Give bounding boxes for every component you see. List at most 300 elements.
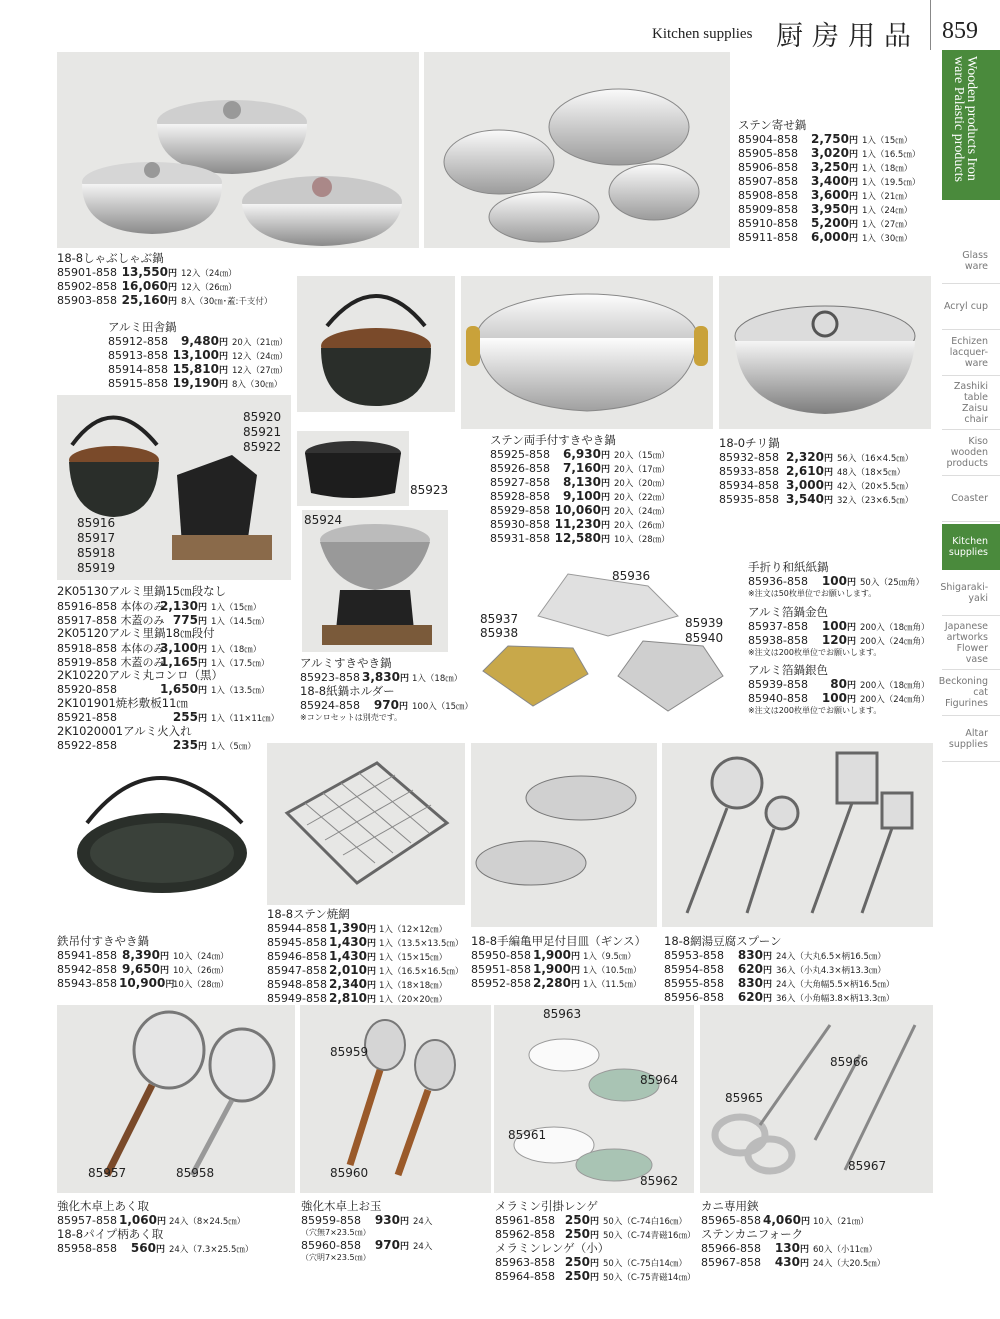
product-row xyxy=(748,574,930,588)
product-title: 18-8ステン焼網 xyxy=(267,907,350,921)
product-row xyxy=(738,216,920,230)
product-note: ※注文は50枚単位でお願いします。 xyxy=(748,589,877,598)
product-code: 85938-858 xyxy=(748,634,808,647)
product-note: ※コンロセットは別売です。 xyxy=(300,713,403,722)
product-desc: 24入（大20.5㎝） xyxy=(813,1259,886,1269)
product-price: 100 円 xyxy=(810,574,856,588)
product-desc: 1入（12×12㎝） xyxy=(379,925,448,935)
product-code: 85950-858 xyxy=(471,949,531,962)
product-desc: 50入（C-74白16㎝） xyxy=(603,1217,687,1227)
photo-tetsu-sukiyaki xyxy=(57,743,260,927)
product-price: 2,320 円 xyxy=(781,450,833,464)
product-title: ステン寄せ鍋 xyxy=(738,118,807,132)
product-title: 鉄吊付すきやき鍋 xyxy=(57,934,149,948)
product-row xyxy=(471,976,646,990)
product-code: 85954-858 xyxy=(664,963,724,976)
photo-label: 85916 xyxy=(77,516,116,530)
product-row xyxy=(57,1213,253,1227)
product-desc: 1入（16.5×16.5㎝） xyxy=(379,967,464,977)
product-price: 10,900 円 xyxy=(119,976,169,990)
product-price: 3,600 円 xyxy=(800,188,858,202)
product-code: 85965-858 xyxy=(701,1214,761,1227)
product-code: 85951-858 xyxy=(471,963,531,976)
product-code: 85904-858 xyxy=(738,133,798,146)
product-row xyxy=(738,160,920,174)
page-number: 859 xyxy=(942,18,978,44)
product-row xyxy=(490,531,670,545)
product-title: アルミすきやき鍋 xyxy=(300,656,392,670)
product-block-akutori xyxy=(57,1199,253,1255)
product-desc: 1入（19.5㎝） xyxy=(862,178,921,188)
product-desc: 1入（13.5×13.5㎝） xyxy=(379,939,464,949)
product-title: 2K101901焼杉敷板11㎝ xyxy=(57,696,188,710)
product-row xyxy=(57,598,279,612)
product-row xyxy=(495,1213,695,1227)
product-desc: 200入（24㎝角） xyxy=(860,637,930,647)
product-row xyxy=(267,977,463,991)
product-price: 930 円 xyxy=(363,1213,409,1227)
product-price: 1,430 円 xyxy=(329,949,375,963)
product-code: 85953-858 xyxy=(664,949,724,962)
product-title: 2K1020001アルミ火入れ xyxy=(57,724,192,738)
photo-label: 85917 xyxy=(77,531,116,545)
product-note: （穴明7×23.5㎝） xyxy=(301,1253,371,1262)
product-row xyxy=(57,710,279,724)
product-desc: 1入（18㎝） xyxy=(862,164,913,174)
product-code: 85935-858 xyxy=(719,493,779,506)
product-code: 85957-858 xyxy=(57,1214,117,1227)
product-row xyxy=(57,962,229,976)
product-price: 8,130 円 xyxy=(552,475,610,489)
product-code: 85929-858 xyxy=(490,504,550,517)
product-desc: 1入（15㎝） xyxy=(211,603,262,613)
product-price: 1,650 円 xyxy=(157,682,207,696)
product-desc: 36入（小丸4.3×柄13.3㎝） xyxy=(776,966,886,976)
product-desc: 32入（23×6.5㎝） xyxy=(837,496,914,506)
photo-al-sukiyaki xyxy=(297,431,409,506)
product-title: アルミ箔鍋金色 xyxy=(748,605,829,619)
product-code: 85958-858 xyxy=(57,1242,117,1255)
product-row xyxy=(738,146,920,160)
product-code: 85962-858 xyxy=(495,1228,555,1241)
product-price: 250 円 xyxy=(557,1227,599,1241)
product-code: 85918-858 本体のみ xyxy=(57,642,165,655)
photo-label: 85960 xyxy=(330,1166,369,1180)
product-desc: 60入（小11㎝） xyxy=(813,1245,878,1255)
product-code: 85939-858 xyxy=(748,678,808,691)
sidebar-item-kitchen[interactable] xyxy=(942,524,1000,570)
sidebar-item-japanese-artworks[interactable] xyxy=(942,616,1000,670)
product-code: 85909-858 xyxy=(738,203,798,216)
product-row xyxy=(57,1241,253,1255)
product-desc: 1入（15㎝） xyxy=(862,136,913,146)
product-code: 85949-858 xyxy=(267,992,327,1005)
sidebar-item-acryl[interactable] xyxy=(942,284,1000,330)
product-desc: 20入（15㎝） xyxy=(614,451,670,461)
sidebar-category-label: Wooden products Iron ware Palastic products xyxy=(951,56,979,182)
product-price: 1,165 円 xyxy=(157,655,207,669)
photo-label: 85961 xyxy=(508,1128,547,1142)
product-row xyxy=(719,492,913,506)
photo-akutori xyxy=(57,1005,295,1193)
product-price: 830 円 xyxy=(726,976,772,990)
product-desc: 36入（小角幅3.8×柄13.3㎝） xyxy=(776,994,895,1004)
product-title: メラミンレンゲ（小） xyxy=(495,1241,610,1255)
photo-label: 85959 xyxy=(330,1045,369,1059)
product-desc: 48入（18×5㎝） xyxy=(837,468,906,478)
product-code: 85936-858 xyxy=(748,575,808,588)
product-code: 85913-858 xyxy=(108,349,168,362)
sidebar-item-shigaraki[interactable] xyxy=(942,570,1000,616)
photo-label: 85922 xyxy=(243,440,282,454)
product-desc: 10入（26㎝） xyxy=(173,966,229,976)
product-row xyxy=(748,677,930,691)
product-code: 85933-858 xyxy=(719,465,779,478)
photo-chiri-pot xyxy=(719,276,931,429)
product-price: 2,010 円 xyxy=(329,963,375,977)
photo-shabu-pots xyxy=(57,52,419,248)
sidebar-item-label: Kitchen supplies xyxy=(948,536,988,558)
product-block-yose xyxy=(738,118,920,244)
product-code: 85915-858 xyxy=(108,377,168,390)
photo-label: 85921 xyxy=(243,425,282,439)
product-row xyxy=(748,691,930,705)
product-desc: 200入（24㎝角） xyxy=(860,695,930,705)
product-price: 10,060 円 xyxy=(552,503,610,517)
product-code: 85966-858 xyxy=(701,1242,761,1255)
sidebar-item-label: Japanese artworks Flower vase xyxy=(944,620,988,665)
sidebar-item-label: Kiso wooden products xyxy=(946,436,988,469)
product-code: 85931-858 xyxy=(490,532,550,545)
sidebar-item-label: Shigaraki-yaki xyxy=(940,581,989,604)
product-row xyxy=(490,517,670,531)
product-price: 7,160 円 xyxy=(552,461,610,475)
product-price: 9,100 円 xyxy=(552,489,610,503)
product-note: ※注文は200枚単位でお願いします。 xyxy=(748,706,882,715)
product-row xyxy=(57,640,279,654)
product-desc: 10入（28㎝） xyxy=(173,980,229,990)
product-row xyxy=(267,991,463,1005)
photo-ryote-sukiyaki xyxy=(461,276,713,429)
product-code: 85961-858 xyxy=(495,1214,555,1227)
product-block-ryote-sukiyaki xyxy=(490,433,670,545)
product-block-kikko xyxy=(471,934,646,990)
product-desc: 50入（C-75青磁14㎝） xyxy=(603,1273,696,1283)
product-title: 18-8網湯豆腐スプーン xyxy=(664,934,782,948)
photo-label: 85966 xyxy=(830,1055,869,1069)
photo-label: 85963 xyxy=(543,1007,582,1021)
product-price: 250 円 xyxy=(557,1213,599,1227)
product-title: 2K05120アルミ里鍋18㎝段付 xyxy=(57,626,215,640)
product-row xyxy=(748,633,930,647)
product-title: 2K05130アルミ里鍋15㎝段なし xyxy=(57,584,227,598)
product-block-al-sukiyaki xyxy=(300,656,473,723)
product-row xyxy=(301,1213,432,1227)
product-price: 560 円 xyxy=(119,1241,165,1255)
product-code: 85946-858 xyxy=(267,950,327,963)
product-title: 強化木卓上あく取 xyxy=(57,1199,149,1213)
product-code: 85963-858 xyxy=(495,1256,555,1269)
product-block-renge xyxy=(495,1199,695,1283)
product-desc: 50入（C-75白14㎝） xyxy=(603,1259,687,1269)
product-row xyxy=(57,654,279,668)
photo-label: 85962 xyxy=(640,1174,679,1188)
product-price: 1,390 円 xyxy=(329,921,375,935)
product-code: 85922-858 xyxy=(57,739,117,752)
product-desc: 1入（30㎝） xyxy=(862,234,913,244)
product-row xyxy=(490,489,670,503)
product-price: 11,230 円 xyxy=(552,517,610,531)
product-desc: 1入（18×18㎝） xyxy=(379,981,448,991)
photo-kikko-mezara xyxy=(471,743,657,927)
product-desc: 24入（大丸6.5×柄16.5㎝） xyxy=(776,952,886,962)
product-code: 85930-858 xyxy=(490,518,550,531)
product-price: 13,550 円 xyxy=(119,265,177,279)
product-block-yudofu xyxy=(664,934,894,1004)
product-row xyxy=(748,619,930,633)
product-block-inaka xyxy=(108,320,288,390)
product-price: 775 円 xyxy=(157,613,207,627)
product-desc: 100入（15㎝） xyxy=(412,702,474,712)
product-code: 85905-858 xyxy=(738,147,798,160)
product-price: 1,060 円 xyxy=(119,1213,165,1227)
product-code: 85908-858 xyxy=(738,189,798,202)
product-block-paper-foil xyxy=(748,560,930,716)
product-row xyxy=(57,265,272,279)
product-price: 9,480 円 xyxy=(170,334,228,348)
product-row xyxy=(57,279,272,293)
product-desc: 12入（27㎝） xyxy=(232,366,288,376)
product-code: 85910-858 xyxy=(738,217,798,230)
product-code: 85944-858 xyxy=(267,922,327,935)
product-price: 620 円 xyxy=(726,962,772,976)
product-desc: 20入（20㎝） xyxy=(614,479,670,489)
sidebar-item-beckoning-cat[interactable] xyxy=(938,670,1000,716)
product-row xyxy=(57,293,272,307)
product-desc: 8入（30㎝） xyxy=(232,380,283,390)
product-code: 85945-858 xyxy=(267,936,327,949)
product-title: 18-8紙鍋ホルダー xyxy=(300,684,395,698)
product-price: 250 円 xyxy=(557,1269,599,1283)
product-title: アルミ田舎鍋 xyxy=(108,320,177,334)
product-price: 3,830 円 xyxy=(362,670,408,684)
product-price: 3,100 円 xyxy=(157,641,207,655)
product-desc: 20入（21㎝） xyxy=(232,338,288,348)
sidebar-item-label: Altar supplies xyxy=(948,727,988,750)
product-desc: 1入（11×11㎝） xyxy=(211,714,280,724)
product-code: 85917-858 木蓋のみ xyxy=(57,614,165,627)
product-title: 手折り和紙紙鍋 xyxy=(748,560,829,574)
photo-renge xyxy=(494,1005,694,1193)
product-desc: 10入（28㎝） xyxy=(614,535,670,545)
product-code: 85943-858 xyxy=(57,977,117,990)
product-note: （穴無7×23.5㎝） xyxy=(301,1228,371,1237)
product-title: ステンカニフォーク xyxy=(701,1227,804,1241)
photo-label: 85920 xyxy=(243,410,282,424)
product-price: 3,540 円 xyxy=(781,492,833,506)
product-code: 85952-858 xyxy=(471,977,531,990)
product-desc: 20入（24㎝） xyxy=(614,507,670,517)
product-desc: 1入（18㎝） xyxy=(211,645,262,655)
photo-yudofu-spoons xyxy=(662,743,933,927)
product-code: 85926-858 xyxy=(490,462,550,475)
photo-label: 85958 xyxy=(176,1166,215,1180)
product-desc: 24入（7.3×25.5㎝） xyxy=(169,1245,254,1255)
product-row xyxy=(738,202,920,216)
sidebar-item-altar[interactable] xyxy=(942,716,1000,762)
product-row xyxy=(738,132,920,146)
sidebar-item-kiso[interactable] xyxy=(942,430,1000,476)
product-desc: 1入（17.5㎝） xyxy=(211,659,270,669)
product-desc: 1入（24㎝） xyxy=(862,206,913,216)
product-desc: 20入（26㎝） xyxy=(614,521,670,531)
product-desc: 1入（9.5㎝） xyxy=(583,952,636,962)
product-row xyxy=(267,921,463,935)
product-price: 430 円 xyxy=(763,1255,809,1269)
product-desc: 20入（22㎝） xyxy=(614,493,670,503)
product-code: 85925-858 xyxy=(490,448,550,461)
product-row xyxy=(301,1238,432,1252)
product-code: 85916-858 本体のみ xyxy=(57,600,165,613)
sidebar-item-label: Acryl cup xyxy=(943,301,988,312)
sidebar-item-zashiki[interactable] xyxy=(942,376,1000,430)
product-desc: 200入（18㎝角） xyxy=(860,681,930,691)
product-code: 85932-858 xyxy=(719,451,779,464)
product-row xyxy=(108,348,288,362)
photo-label: 85918 xyxy=(77,546,116,560)
product-code: 85960-858 xyxy=(301,1239,361,1252)
product-title: 18-0チリ鍋 xyxy=(719,436,780,450)
product-desc: 1入（14.5㎝） xyxy=(211,617,270,627)
product-row xyxy=(267,963,463,977)
product-code: 85906-858 xyxy=(738,161,798,174)
product-price: 16,060 円 xyxy=(119,279,177,293)
product-desc: 1入（15×15㎝） xyxy=(379,953,448,963)
photo-label: 85923 xyxy=(410,483,449,497)
product-price: 235 円 xyxy=(157,738,207,752)
product-desc: 50入（C-74青磁16㎝） xyxy=(603,1231,696,1241)
product-price: 255 円 xyxy=(157,710,207,724)
product-code: 85948-858 xyxy=(267,978,327,991)
product-desc: 1入（20×20㎝） xyxy=(379,995,448,1005)
product-desc: 12入（24㎝） xyxy=(232,352,288,362)
product-note: ※注文は200枚単位でお願いします。 xyxy=(748,648,882,657)
product-price: 120 円 xyxy=(810,633,856,647)
product-row xyxy=(495,1255,695,1269)
product-desc: 1入（10.5㎝） xyxy=(583,966,642,976)
product-code: 85919-858 木蓋のみ xyxy=(57,656,165,669)
product-price: 15,810 円 xyxy=(170,362,228,376)
product-price: 3,000 円 xyxy=(781,478,833,492)
product-desc: 1入（13.5㎝） xyxy=(211,686,270,696)
photo-label: 85924 xyxy=(304,513,343,527)
product-desc: 1入（11.5㎝） xyxy=(583,980,642,990)
product-code: 85901-858 xyxy=(57,266,117,279)
product-row xyxy=(664,962,894,976)
product-desc: 200入（18㎝角） xyxy=(860,623,930,633)
product-desc: 24入 xyxy=(413,1217,433,1227)
photo-label: 85939 xyxy=(685,616,724,630)
product-row xyxy=(490,461,670,475)
product-row xyxy=(701,1241,885,1255)
product-code: 85914-858 xyxy=(108,363,168,376)
sidebar-item-label: Glass ware xyxy=(962,249,988,272)
product-price: 970 円 xyxy=(362,698,408,712)
photo-label: 85965 xyxy=(725,1091,764,1105)
product-code: 85959-858 xyxy=(301,1214,361,1227)
sidebar-item-glass[interactable] xyxy=(942,238,1000,284)
photo-label: 85938 xyxy=(480,626,519,640)
product-code: 85937-858 xyxy=(748,620,808,633)
product-price: 8,390 円 xyxy=(119,948,169,962)
product-row xyxy=(57,976,229,990)
product-desc: 20入（17㎝） xyxy=(614,465,670,475)
product-price: 2,810 円 xyxy=(329,991,375,1005)
photo-label: 85919 xyxy=(77,561,116,575)
product-row xyxy=(108,334,288,348)
product-price: 25,160 円 xyxy=(119,293,177,307)
photo-otama xyxy=(300,1005,491,1193)
product-price: 6,000 円 xyxy=(800,230,858,244)
product-row xyxy=(57,738,279,752)
product-code: 85956-858 xyxy=(664,991,724,1004)
product-block-al-satonabe xyxy=(57,584,279,752)
sidebar-item-label: Coaster xyxy=(951,493,988,504)
sidebar-item-echizen[interactable] xyxy=(942,330,1000,376)
product-price: 2,280 円 xyxy=(533,976,579,990)
product-price: 970 円 xyxy=(363,1238,409,1252)
product-code: 85955-858 xyxy=(664,977,724,990)
photo-yose-pots xyxy=(424,52,730,248)
product-price: 9,650 円 xyxy=(119,962,169,976)
product-price: 100 円 xyxy=(810,691,856,705)
product-block-kani xyxy=(701,1199,885,1269)
product-row xyxy=(495,1269,695,1283)
photo-label: 85964 xyxy=(640,1073,679,1087)
product-code: 85920-858 xyxy=(57,683,117,696)
product-price: 3,950 円 xyxy=(800,202,858,216)
photo-label: 85940 xyxy=(685,631,724,645)
product-price: 3,400 円 xyxy=(800,174,858,188)
product-code: 85903-858 xyxy=(57,294,117,307)
product-price: 3,020 円 xyxy=(800,146,858,160)
sidebar-category-active[interactable] xyxy=(942,50,1000,200)
product-title: カニ専用鋏 xyxy=(701,1199,759,1213)
photo-label: 85967 xyxy=(848,1159,887,1173)
product-code: 85912-858 xyxy=(108,335,168,348)
product-row xyxy=(664,976,894,990)
product-price: 6,930 円 xyxy=(552,447,610,461)
product-row xyxy=(701,1213,885,1227)
product-price: 1,900 円 xyxy=(533,962,579,976)
product-row xyxy=(300,698,473,712)
product-code: 85902-858 xyxy=(57,280,117,293)
product-price: 5,200 円 xyxy=(800,216,858,230)
product-code: 85934-858 xyxy=(719,479,779,492)
product-code: 85940-858 xyxy=(748,692,808,705)
product-price: 1,900 円 xyxy=(533,948,579,962)
product-desc: 12入（26㎝） xyxy=(181,283,237,293)
product-desc: 1入（5㎝） xyxy=(211,742,256,752)
product-price: 80 円 xyxy=(810,677,856,691)
product-row xyxy=(108,362,288,376)
sidebar-item-label: Echizen lacquer-ware xyxy=(949,336,988,369)
sidebar-item-coaster[interactable] xyxy=(942,476,1000,522)
product-desc: 12入（24㎝） xyxy=(181,269,237,279)
product-title: 18-8手編亀甲足付目皿（ギンス） xyxy=(471,934,647,948)
product-block-otama xyxy=(301,1199,432,1263)
product-code: 85941-858 xyxy=(57,949,117,962)
